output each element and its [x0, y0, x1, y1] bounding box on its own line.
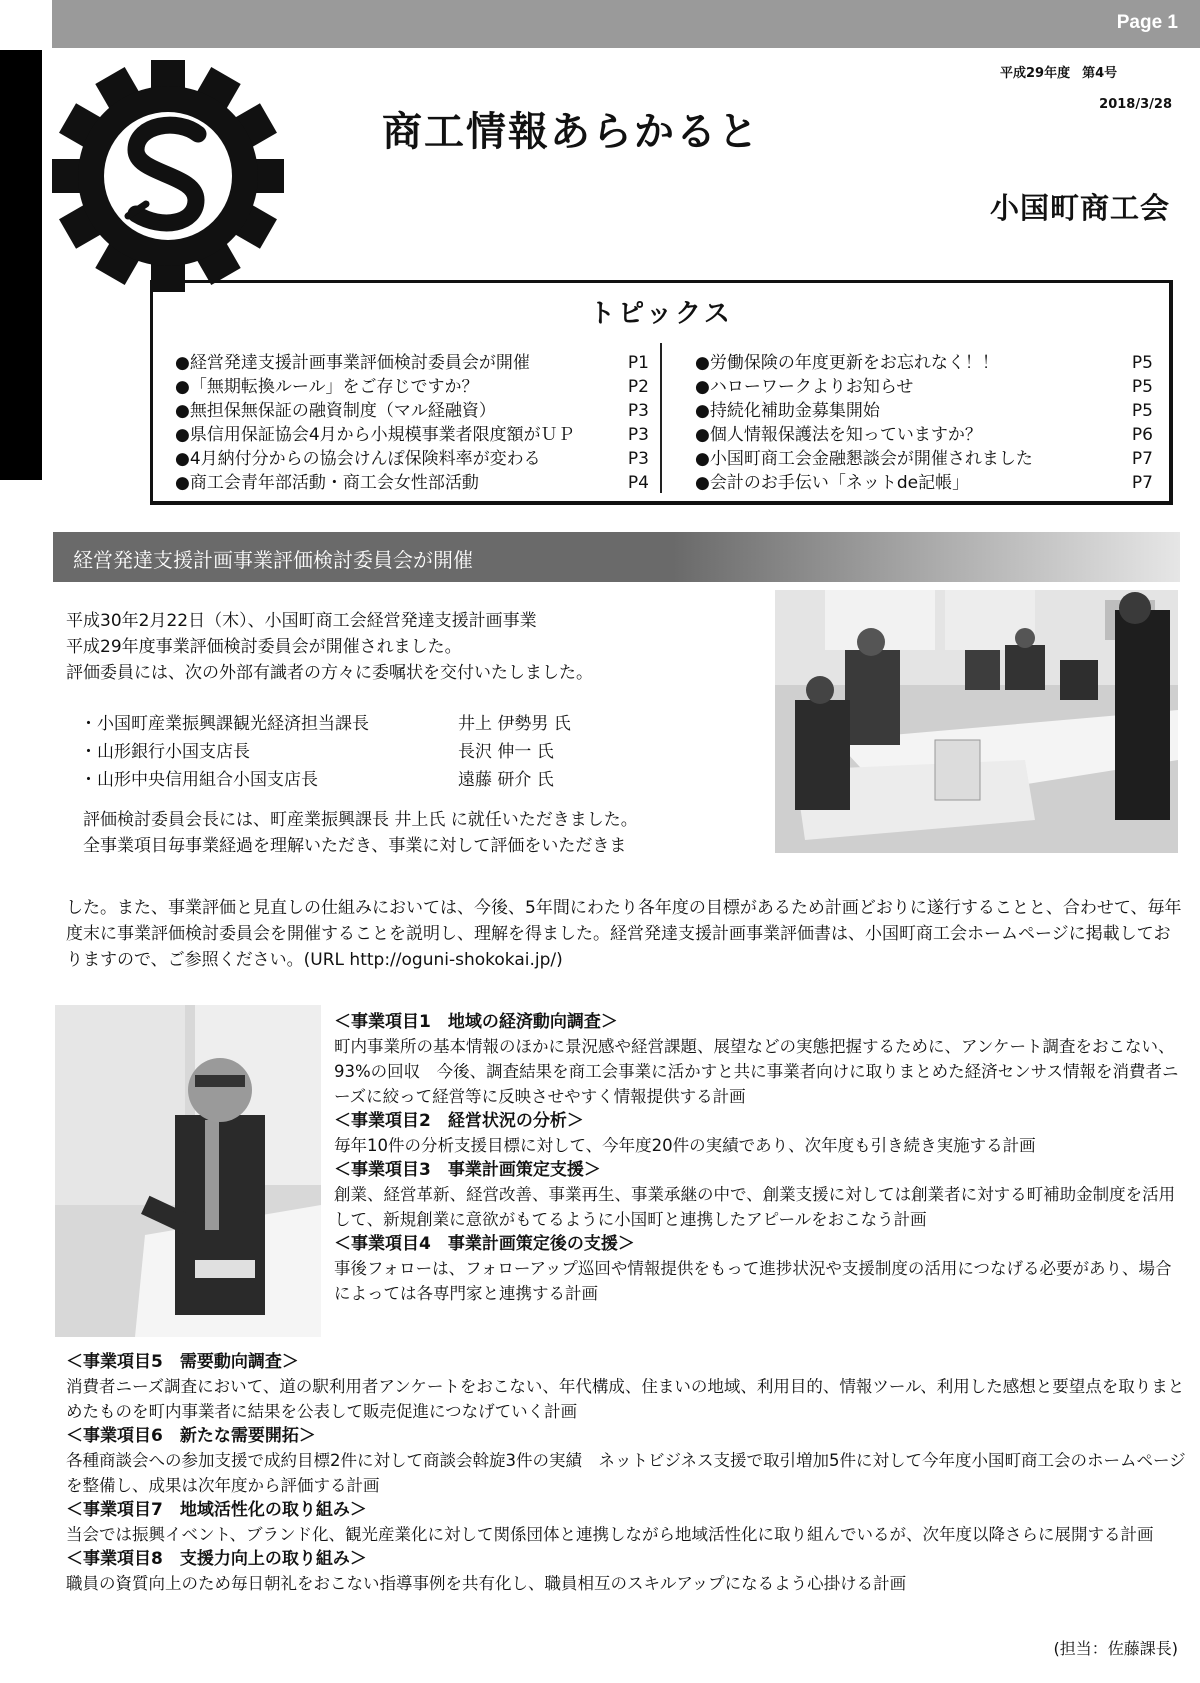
topic-text: ●県信用保証協会4月から小規模事業者限度額がＵＰ — [175, 425, 575, 445]
topic-item — [695, 375, 1153, 399]
topics-right-column — [695, 351, 1153, 495]
topics-title: トピックス — [589, 299, 733, 329]
header-bar — [52, 0, 1200, 48]
topic-item — [175, 399, 649, 423]
intro-line: 平成30年2月22日（木）、小国町商工会経営発達支援計画事業 — [66, 611, 537, 631]
topic-page: P5 — [1131, 353, 1153, 373]
business-item — [66, 1424, 1186, 1498]
topic-text: ●会計のお手伝い「ネットde記帳」 — [695, 473, 970, 493]
topic-page: P6 — [1131, 425, 1153, 445]
committee-member — [80, 710, 640, 738]
issue-date: 2018/3/28 — [1099, 97, 1172, 112]
topic-page: P4 — [627, 473, 649, 493]
topic-page: P7 — [1131, 449, 1153, 469]
topic-item — [175, 351, 649, 375]
topic-item — [695, 351, 1153, 375]
topic-text: ●小国町商工会金融懇談会が開催されました — [695, 449, 1033, 469]
topic-page: P3 — [627, 425, 649, 445]
business-item-heading: ＜事業項目2 経営状況の分析＞ — [334, 1111, 584, 1131]
meeting-photo — [775, 590, 1178, 853]
business-item-body: 創業、経営革新、経営改善、事業再生、事業承継の中で、創業支援に対しては創業者に対する町補助金制度を活用して、新規創業に意欲がもてるように小国町と連携したアピールをおこなう計画 — [334, 1185, 1176, 1229]
section-title: 経営発達支援計画事業評価検討委員会が開催 — [73, 548, 473, 572]
member-role: ・小国町産業振興課観光経済担当課長 — [80, 714, 369, 734]
article-intro — [66, 608, 593, 686]
business-item-body: 事後フォローは、フォローアップ巡回や情報提供をもって進捗状況や支援制度の活用につなげる必要があり、場合によっては各専門家と連携する計画 — [334, 1259, 1172, 1303]
topic-item — [695, 471, 1153, 495]
business-item-body: 職員の資質向上のため毎日朝礼をおこない指導事例を共有化し、職員相互のスキルアップになるよう心掛ける計画 — [66, 1574, 907, 1593]
intro-line: 平成29年度事業評価検討委員会が開催されました。 — [66, 637, 462, 657]
topic-page: P3 — [627, 401, 649, 421]
person-in-charge: (担当：佐藤課長) — [1053, 1639, 1178, 1658]
member-role: ・山形中央信用組合小国支店長 — [80, 770, 318, 790]
business-item — [334, 1158, 1186, 1232]
member-name: 遠藤 研介 氏 — [458, 770, 554, 790]
topic-page: P5 — [1131, 377, 1153, 397]
business-item-heading: ＜事業項目5 需要動向調査＞ — [66, 1352, 299, 1372]
topic-page: P5 — [1131, 401, 1153, 421]
topic-page: P3 — [627, 449, 649, 469]
section-header — [53, 532, 1180, 582]
committee-member — [80, 738, 640, 766]
topic-page: P1 — [627, 353, 649, 373]
topic-text: ●ハローワークよりお知らせ — [695, 377, 914, 397]
topic-item — [695, 399, 1153, 423]
chair-paragraph — [66, 807, 756, 859]
topics-divider — [660, 343, 662, 493]
topic-text: ●無担保無保証の融資制度（マル経融資） — [175, 401, 496, 421]
business-item — [66, 1498, 1186, 1547]
member-name: 長沢 伸一 氏 — [458, 742, 554, 762]
fiscal-year: 平成29年度 — [1000, 66, 1071, 81]
committee-list — [80, 710, 640, 794]
organization-name: 小国町商工会 — [989, 191, 1170, 225]
business-item-body: 町内事業所の基本情報のほかに景況感や経営課題、展望などの実態把握するために、アンケート調査をおこない、93%の回収 今後、調査結果を商工会事業に活かすと共に事業者向けに取りまとめた経済センサス情報を消費者ニーズに絞って経営等に反映させやすく情報提供する計画 — [334, 1037, 1179, 1106]
detail-paragraph: した。また、事業評価と見直しの仕組みにおいては、今後、5年間にわたり各年度の目標があるため計画どおりに遂行することと、合わせて、毎年度末に事業評価検討委員会を開催することを説明し、理解を得ました。経営発達支援計画事業評価書は、小国町商工会ホームページに掲載しておりますので、ご参照ください。(URL http://oguni-shokokai.jp/) — [66, 898, 1182, 970]
topic-text: ●経営発達支援計画事業評価検討委員会が開催 — [175, 353, 530, 373]
business-item — [66, 1547, 1186, 1596]
business-item — [334, 1109, 1186, 1158]
page-number: Page 1 — [1116, 12, 1178, 33]
business-item-heading: ＜事業項目7 地域活性化の取り組み＞ — [66, 1500, 367, 1520]
business-item-heading: ＜事業項目3 事業計画策定支援＞ — [334, 1160, 601, 1180]
topic-item — [695, 423, 1153, 447]
business-item — [334, 1010, 1186, 1109]
member-name: 井上 伊勢男 氏 — [458, 714, 571, 734]
topics-box — [150, 280, 1173, 505]
newsletter-title: 商工情報あらかると — [382, 109, 760, 155]
topic-text: ●持続化補助金募集開始 — [695, 401, 880, 421]
topic-text: ●商工会青年部活動・商工会女性部活動 — [175, 473, 479, 493]
topic-text: ●労働保険の年度更新をお忘れなく！！ — [695, 353, 999, 373]
topic-item — [175, 471, 649, 495]
speaker-photo — [55, 1005, 321, 1337]
business-item-body: 消費者ニーズ調査において、道の駅利用者アンケートをおこない、年代構成、住まいの地域、利用目的、情報ツール、利用した感想と要望点を取りまとめたものを町内事業者に結果を公表して販売促進につなげていく計画 — [66, 1377, 1185, 1421]
intro-line: 評価委員には、次の外部有識者の方々に委嘱状を交付いたしました。 — [66, 663, 593, 683]
topic-page: P2 — [627, 377, 649, 397]
topic-text: ●個人情報保護法を知っていますか？ — [695, 425, 982, 445]
topic-text: ●4月納付分からの協会けんぽ保険料率が変わる — [175, 449, 541, 469]
issue-number: 第4号 — [1082, 66, 1118, 81]
topic-item — [175, 375, 649, 399]
business-item-heading: ＜事業項目8 支援力向上の取り組み＞ — [66, 1549, 367, 1569]
business-item-body: 各種商談会への参加支援で成約目標2件に対して商談会斡旋3件の実績 ネットビジネス支援で取引増加5件に対して今年度小国町商工会のホームページを整備し、成果は次年度から評価する計画 — [66, 1451, 1186, 1495]
topic-item — [175, 423, 649, 447]
business-item-body: 毎年10件の分析支援目標に対して、今年度20件の実績であり、次年度も引き続き実施する計画 — [334, 1136, 1036, 1155]
committee-member — [80, 766, 640, 794]
topic-page: P7 — [1131, 473, 1153, 493]
business-item-heading: ＜事業項目6 新たな需要開拓＞ — [66, 1426, 316, 1446]
topic-text: ●「無期転換ルール」をご存じですか？ — [175, 377, 479, 397]
business-item — [66, 1350, 1186, 1424]
side-stripe — [0, 50, 42, 480]
business-items-top — [334, 1010, 1186, 1306]
issue-info — [1000, 62, 1129, 81]
business-item — [334, 1232, 1186, 1306]
business-item-heading: ＜事業項目1 地域の経済動向調査＞ — [334, 1012, 618, 1032]
business-item-heading: ＜事業項目4 事業計画策定後の支援＞ — [334, 1234, 635, 1254]
topic-item — [175, 447, 649, 471]
detail-lead: 全事業項目毎事業経過を理解いただき、事業に対して評価をいただきま — [66, 836, 627, 856]
gear-logo-icon — [52, 60, 284, 292]
member-role: ・山形銀行小国支店長 — [80, 742, 250, 762]
chair-text: 評価検討委員会長には、町産業振興課長 井上氏 に就任いただきました。 — [66, 810, 638, 830]
topic-item — [695, 447, 1153, 471]
business-items-bottom — [66, 1350, 1186, 1596]
business-item-body: 当会では振興イベント、ブランド化、観光産業化に対して関係団体と連携しながら地域活性化に取り組んでいるが、次年度以降さらに展開する計画 — [66, 1525, 1154, 1544]
topics-left-column — [175, 351, 649, 495]
